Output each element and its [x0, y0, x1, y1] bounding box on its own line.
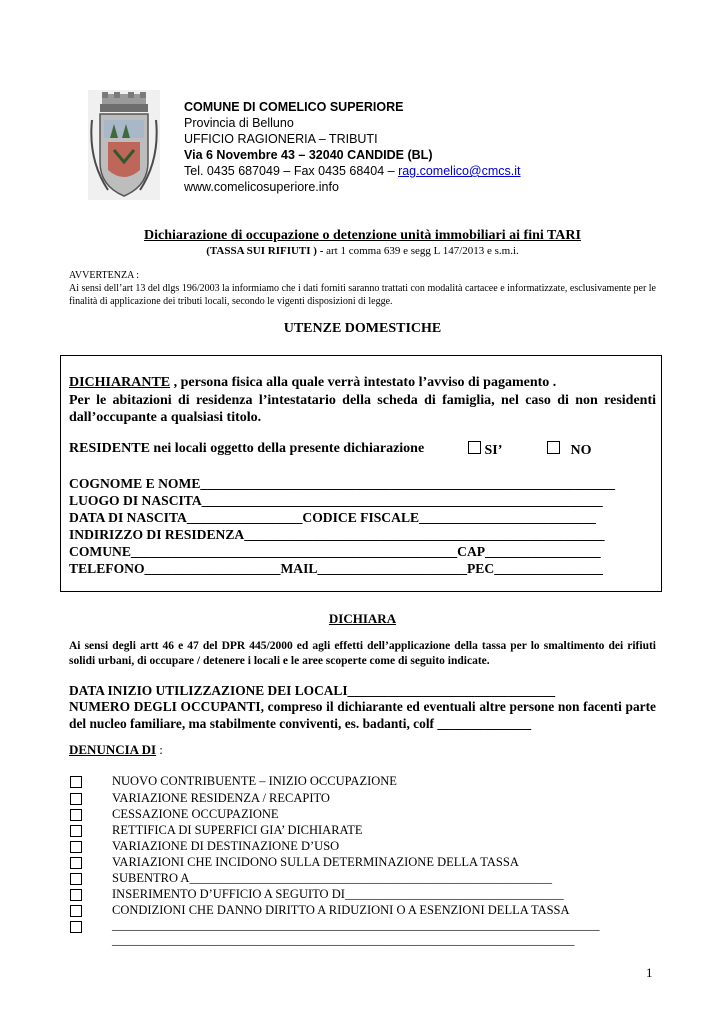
page-number: 1 — [646, 965, 653, 980]
si-checkbox[interactable] — [468, 441, 481, 454]
subtitle-normal: art 1 comma 639 e segg L 147/2013 e s.m.i. — [323, 245, 519, 257]
denuncia-checkbox-1[interactable] — [70, 776, 82, 788]
dichiarante-label-rest: , persona fisica alla quale verrà intestato l’avviso di pagamento . — [170, 375, 557, 390]
comune-name: COMUNE DI COMELICO SUPERIORE — [184, 100, 404, 114]
denuncia-blank-line-2[interactable]: __________________________________________________________________________ — [112, 933, 575, 947]
denuncia-checkbox-2[interactable] — [70, 793, 82, 805]
contacts — [184, 163, 521, 179]
avvertenza-label: AVVERTENZA : — [69, 270, 140, 281]
denuncia-checkbox-8[interactable] — [70, 889, 82, 901]
municipal-crest-logo — [88, 90, 160, 200]
field-indirizzo[interactable]: INDIRIZZO DI RESIDENZA_____________________________________________________ — [69, 527, 605, 542]
dichiara-title: DICHIARA — [328, 611, 397, 626]
denuncia-checkbox-6[interactable] — [70, 857, 82, 869]
denuncia-colon: : — [156, 742, 163, 757]
denuncia-checkbox-3[interactable] — [70, 809, 82, 821]
contacts-text: Tel. 0435 687049 – Fax 0435 68404 – — [184, 164, 399, 178]
numero-occupanti-field[interactable]: NUMERO DEGLI OCCUPANTI, compreso il dichiarante ed eventuali altre persone non facenti parte del nucleo familiare, ma stabilmente conviventi, es. badanti, colf ______________ — [69, 699, 656, 731]
field-comune-cap[interactable]: COMUNE________________________________________________CAP_________________ — [69, 544, 601, 559]
provincia: Provincia di Belluno — [184, 116, 294, 130]
denuncia-item-rettifica: RETTIFICA DI SUPERFICI GIA’ DICHIARATE — [112, 823, 363, 837]
dichiarante-label: DICHIARANTE — [69, 375, 171, 390]
denuncia-checkbox-4[interactable] — [70, 825, 82, 837]
residente-no-option[interactable] — [547, 441, 592, 459]
subtitle-bold: (TASSA SUI RIFIUTI ) - — [206, 245, 324, 257]
no-checkbox[interactable] — [547, 441, 560, 454]
denuncia-label: DENUNCIA DI — [69, 742, 157, 757]
denuncia-item-subentro[interactable]: SUBENTRO A__________________________________________________________ — [112, 871, 552, 885]
denuncia-item-cessazione: CESSAZIONE OCCUPAZIONE — [112, 807, 279, 821]
dichiarante-note: Per le abitazioni di residenza l’intestatario della scheda di famiglia, nel caso di non residenti dall’occupante a qualsiasi titolo. — [69, 393, 656, 425]
denuncia-item-condizioni: CONDIZIONI CHE DANNO DIRITTO A RIDUZIONI O A ESENZIONI DELLA TASSA — [112, 903, 570, 917]
denuncia-checkbox-5[interactable] — [70, 841, 82, 853]
avvertenza-text: Ai sensi dell’art 13 del dlgs 196/2003 la informiamo che i dati forniti saranno trattati con modalità cartacee e informatizzate, esclusivamente per le finalità di applicazione dei tributi locali, secondo le vigenti disposizioni di legge. — [69, 283, 656, 307]
field-luogo-nascita[interactable]: LUOGO DI NASCITA___________________________________________________________ — [69, 493, 603, 508]
no-label: NO — [570, 443, 592, 458]
denuncia-checkbox-7[interactable] — [70, 873, 82, 885]
field-telefono-mail-pec[interactable]: TELEFONO____________________MAIL______________________PEC________________ — [69, 561, 603, 576]
data-inizio-field[interactable]: DATA INIZIO UTILIZZAZIONE DEI LOCALI_______________________________ — [69, 683, 556, 698]
residente-question: RESIDENTE nei locali oggetto della presente dichiarazione — [69, 441, 425, 456]
denuncia-item-inserimento[interactable]: INSERIMENTO D’UFFICIO A SEGUITO DI___________________________________ — [112, 887, 564, 901]
denuncia-blank-line-1[interactable]: ______________________________________________________________________________ — [112, 918, 600, 932]
si-label: SI’ — [484, 443, 503, 458]
field-cognome-nome[interactable]: COGNOME E NOME_____________________________________________________________ — [69, 476, 616, 491]
section-title: UTENZE DOMESTICHE — [283, 321, 442, 336]
denuncia-heading — [69, 742, 163, 758]
document-title: Dichiarazione di occupazione o detenzione unità immobiliari ai fini TARI — [144, 228, 581, 243]
document-subtitle — [0, 245, 725, 257]
field-data-nascita-cf[interactable]: DATA DI NASCITA_________________CODICE FISCALE__________________________ — [69, 510, 596, 525]
email-link[interactable]: rag.comelico@cmcs.it — [398, 164, 521, 178]
dichiarante-heading — [69, 375, 556, 391]
dichiara-text: Ai sensi degli artt 46 e 47 del DPR 445/2000 ed agli effetti dell’applicazione della tassa per lo smaltimento dei rifiuti solidi urbani, di occupare / detenere i locali e le aree scoperte come di seguito indicate. — [69, 640, 656, 667]
denuncia-item-variazioni: VARIAZIONI CHE INCIDONO SULLA DETERMINAZIONE DELLA TASSA — [112, 855, 519, 869]
residente-si-option[interactable] — [468, 441, 502, 459]
denuncia-checkbox-10[interactable] — [70, 921, 82, 933]
denuncia-item-nuovo-contribuente: NUOVO CONTRIBUENTE – INIZIO OCCUPAZIONE — [112, 774, 397, 788]
denuncia-item-destinazione: VARIAZIONE DI DESTINAZIONE D’USO — [112, 839, 340, 853]
website: www.comelicosuperiore.info — [184, 180, 339, 194]
address: Via 6 Novembre 43 – 32040 CANDIDE (BL) — [184, 148, 433, 162]
denuncia-checkbox-9[interactable] — [70, 905, 82, 917]
denuncia-item-variazione-residenza: VARIAZIONE RESIDENZA / RECAPITO — [112, 791, 330, 805]
ufficio: UFFICIO RAGIONERIA – TRIBUTI — [184, 132, 378, 146]
